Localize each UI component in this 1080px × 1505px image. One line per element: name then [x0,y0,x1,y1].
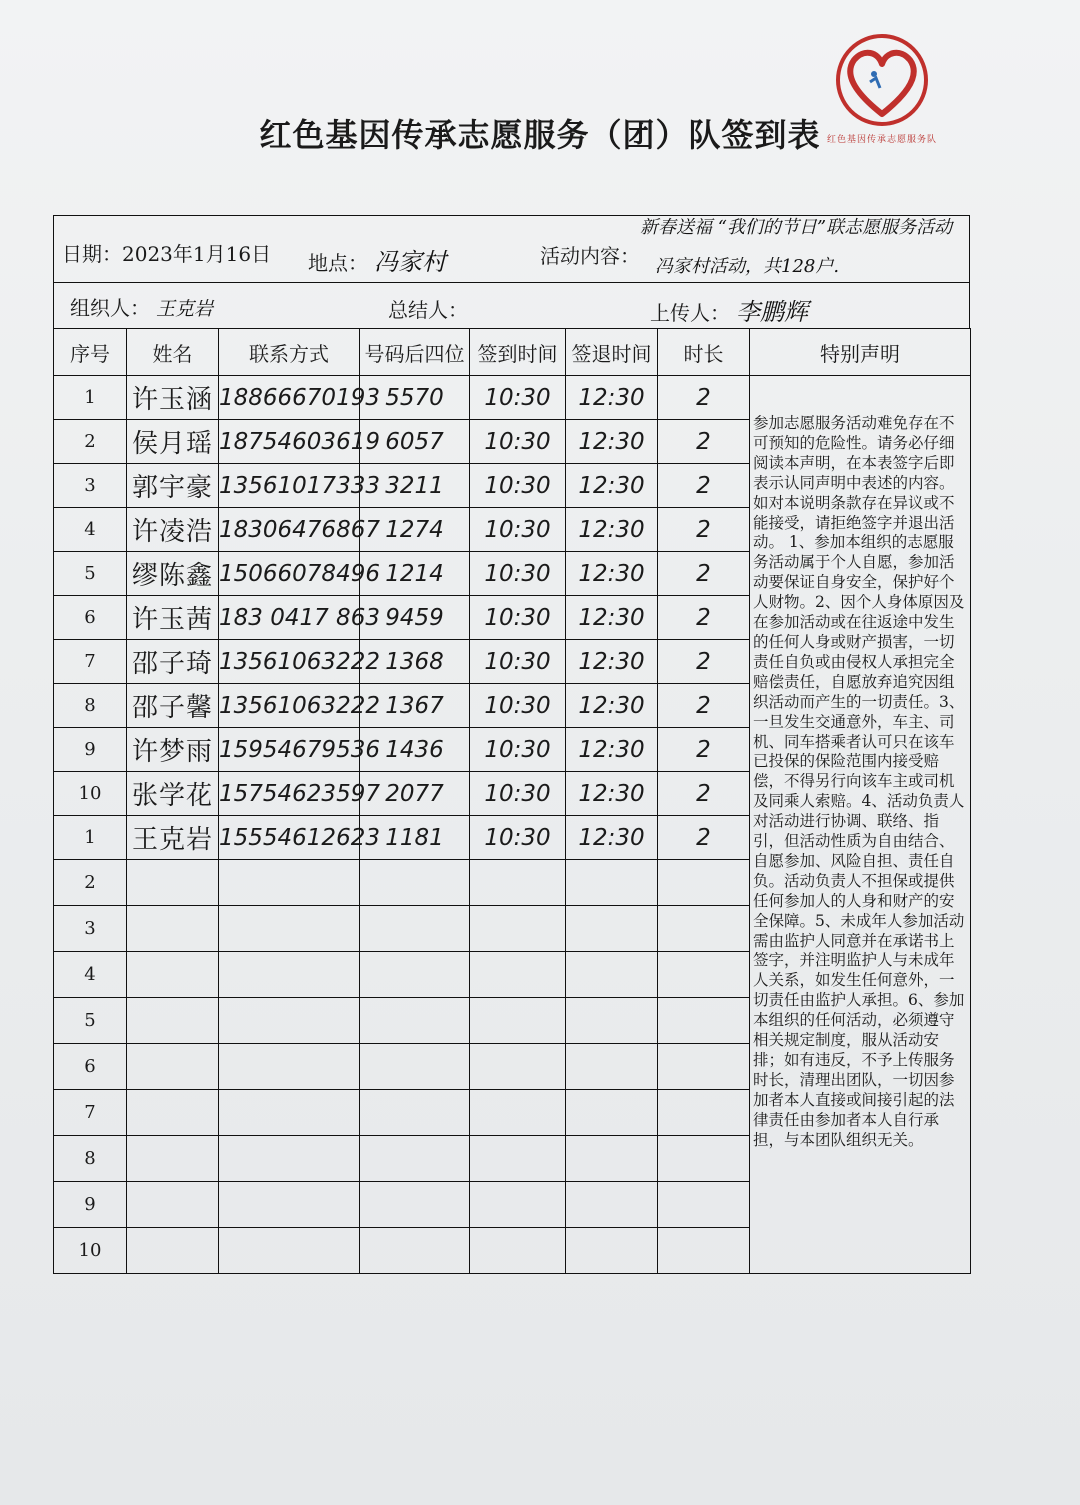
duration-hours: 2 [658,596,750,640]
sign-in-time: 10:30 [470,640,566,684]
row-no: 9 [54,728,127,772]
sign-out-time: 12:30 [566,420,658,464]
sign-out-time: 12:30 [566,640,658,684]
sign-in-time: 10:30 [470,772,566,816]
col-header-declaration: 特别声明 [750,329,971,376]
phone-number: 15554612623 [219,816,360,860]
row-no: 10 [54,772,127,816]
sign-out-time: 12:30 [566,552,658,596]
duration-hours: 2 [658,728,750,772]
col-header-hours: 时长 [658,329,750,376]
signer-name [127,952,219,998]
phone-number: 18306476867 [219,508,360,552]
col-header-sign-in: 签到时间 [470,329,566,376]
sign-out-time: 12:30 [566,684,658,728]
phone-last4: 1181 [360,816,470,860]
summarizer-label: 总结人： [388,298,468,322]
phone-number: 18754603619 [219,420,360,464]
sign-out-time [566,952,658,998]
sign-out-time [566,1228,658,1274]
row-no: 8 [54,1136,127,1182]
signer-name: 张学花 [127,772,219,816]
phone-number: 18866670193 [219,376,360,420]
sign-out-time [566,1090,658,1136]
signer-name [127,1136,219,1182]
phone-last4: 3211 [360,464,470,508]
duration-hours [658,1228,750,1274]
signer-name [127,860,219,906]
sign-in-time: 10:30 [470,684,566,728]
activity-label: 活动内容： [540,244,640,268]
page-title: 红色基因传承志愿服务（团）队签到表 [259,116,821,154]
sign-in-time [470,906,566,952]
phone-last4: 9459 [360,596,470,640]
sign-in-time [470,1228,566,1274]
sign-out-time [566,998,658,1044]
phone-last4 [360,1136,470,1182]
sign-in-time [470,1044,566,1090]
duration-hours: 2 [658,376,750,420]
phone-last4: 1274 [360,508,470,552]
phone-number [219,1090,360,1136]
col-header-no: 序号 [54,329,127,376]
duration-hours: 2 [658,640,750,684]
row-no: 2 [54,860,127,906]
phone-last4: 2077 [360,772,470,816]
phone-number: 13561063222 [219,640,360,684]
duration-hours [658,1182,750,1228]
row-no: 3 [54,464,127,508]
sign-out-time [566,1182,658,1228]
location-value: 冯家村 [374,248,446,276]
row-no: 9 [54,1182,127,1228]
phone-last4 [360,1044,470,1090]
col-header-sign-out: 签退时间 [566,329,658,376]
sign-out-time [566,1136,658,1182]
sign-out-time: 12:30 [566,728,658,772]
signer-name: 侯月瑶 [127,420,219,464]
phone-number [219,860,360,906]
uploader-field [650,292,808,327]
phone-number: 15754623597 [219,772,360,816]
duration-hours [658,1136,750,1182]
duration-hours: 2 [658,552,750,596]
sign-in-time: 10:30 [470,816,566,860]
signer-name [127,1090,219,1136]
phone-number: 13561063222 [219,684,360,728]
sign-in-time: 10:30 [470,728,566,772]
logo-caption: 红色基因传承志愿服务队 [826,135,937,145]
duration-hours: 2 [658,684,750,728]
sign-in-time [470,1136,566,1182]
row-no: 7 [54,640,127,684]
row-no: 4 [54,508,127,552]
phone-last4 [360,906,470,952]
signer-name: 许梦雨 [127,728,219,772]
signer-name: 王克岩 [127,816,219,860]
sign-out-time: 12:30 [566,464,658,508]
duration-hours: 2 [658,508,750,552]
phone-last4 [360,1182,470,1228]
phone-number: 15954679536 [219,728,360,772]
signer-name: 邵子琦 [127,640,219,684]
duration-hours [658,1044,750,1090]
phone-number [219,1182,360,1228]
uploader-label: 上传人： [650,301,730,325]
duration-hours [658,952,750,998]
row-no: 8 [54,684,127,728]
activity-value-line1: 新春送福 “我们的节日”联志愿服务活动 [640,217,953,238]
table-header-row [54,329,971,376]
table-row [54,376,971,420]
phone-number: 183 0417 863 [219,596,360,640]
row-no: 4 [54,952,127,998]
organizer-value: 王克岩 [156,298,214,320]
location-label: 地点： [308,251,368,275]
phone-number: 15066078496 [219,552,360,596]
signer-name: 许玉茜 [127,596,219,640]
phone-last4: 1436 [360,728,470,772]
signer-name: 许玉涵 [127,376,219,420]
activity-value-line2: 冯家村活动，共128户. [655,256,840,277]
signer-name: 郭宇豪 [127,464,219,508]
date-field: 日期：2023年1月16日 [62,242,272,266]
signer-name [127,998,219,1044]
signer-name: 缪陈鑫 [127,552,219,596]
phone-number: 13561017333 [219,464,360,508]
row-no: 10 [54,1228,127,1274]
duration-hours: 2 [658,464,750,508]
sign-out-time: 12:30 [566,376,658,420]
row-no: 7 [54,1090,127,1136]
signer-name [127,1228,219,1274]
phone-number [219,998,360,1044]
sign-in-time: 10:30 [470,596,566,640]
organizer-field [70,292,213,321]
sign-in-time [470,1090,566,1136]
signer-name: 邵子馨 [127,684,219,728]
signer-name [127,1044,219,1090]
duration-hours [658,906,750,952]
sign-in-time: 10:30 [470,508,566,552]
row-no: 2 [54,420,127,464]
duration-hours: 2 [658,772,750,816]
phone-last4 [360,1228,470,1274]
row-no: 5 [54,552,127,596]
phone-number [219,906,360,952]
phone-last4: 1367 [360,684,470,728]
phone-last4: 5570 [360,376,470,420]
special-declaration: 参加志愿服务活动难免存在不可预知的危险性。请务必仔细阅读本声明，在本表签字后即表示认同声明中表述的内容。如对本说明条款存在异议或不能接受，请拒绝签字并退出活动。 1、参加本组织的志愿服务活动属于个人自愿，参加活动要保证自身安全，保护好个人财物。2、因个人身体原因及在参加活动或在往返途中发生的任何人身或财产损害，一切责任自负或由侵权人承担完全赔偿责任，自愿放弃追究因组织活动而产生的一切责任。3、一旦发生交通意外，车主、司机、同车搭乘者认可只在该车已投保的保险范围内接受赔偿，不得另行向该车主或司机及同乘人索赔。4、活动负责人对活动进行协调、联络、指引，但活动性质为自由结合、自愿参加、风险自担、责任自负。活动负责人不担保或提供任何参加人的人身和财产的安全保障。5、未成年人参加活动需由监护人同意并在承诺书上签字，并注明监护人与未成年人关系，如发生任何意外，一切责任由监护人承担。6、参加本组织的任何活动，必须遵守相关规定制度，服从活动安排；如有违反，不予上传服务时长，清理出团队，一切因参加者本人直接或间接引起的法律责任由参加者本人自行承担，与本团队组织无关。 [750,376,971,1274]
row-no: 6 [54,596,127,640]
phone-last4 [360,998,470,1044]
sign-in-time: 10:30 [470,464,566,508]
phone-last4 [360,860,470,906]
sign-out-time: 12:30 [566,772,658,816]
summarizer-field [388,294,474,323]
phone-last4 [360,1090,470,1136]
signer-name [127,1182,219,1228]
phone-last4: 1214 [360,552,470,596]
col-header-phone: 联系方式 [219,329,360,376]
sign-in-time [470,1182,566,1228]
duration-hours [658,1090,750,1136]
row-no: 1 [54,376,127,420]
sign-in-time [470,998,566,1044]
phone-number [219,1136,360,1182]
col-header-last4: 号码后四位 [360,329,470,376]
sign-out-time: 12:30 [566,816,658,860]
phone-last4: 6057 [360,420,470,464]
phone-number [219,1044,360,1090]
phone-number [219,952,360,998]
location-field [308,242,446,277]
sign-out-time [566,860,658,906]
duration-hours [658,998,750,1044]
phone-last4: 1368 [360,640,470,684]
row-no: 5 [54,998,127,1044]
uploader-value: 李鹏辉 [736,298,808,326]
sign-in-time [470,860,566,906]
duration-hours [658,860,750,906]
sign-out-time: 12:30 [566,596,658,640]
row-no: 6 [54,1044,127,1090]
duration-hours: 2 [658,816,750,860]
col-header-name: 姓名 [127,329,219,376]
organizer-label: 组织人： [70,296,150,320]
phone-last4 [360,952,470,998]
sign-in-time: 10:30 [470,420,566,464]
sign-in-table [53,328,971,1274]
row-no: 3 [54,906,127,952]
sign-in-time: 10:30 [470,376,566,420]
row-no: 1 [54,816,127,860]
sign-in-time: 10:30 [470,552,566,596]
sign-in-time [470,952,566,998]
sign-out-time [566,906,658,952]
header-divider [54,282,969,283]
phone-number [219,1228,360,1274]
signer-name [127,906,219,952]
sign-out-time [566,1044,658,1090]
sign-out-time: 12:30 [566,508,658,552]
duration-hours: 2 [658,420,750,464]
signer-name: 许凌浩 [127,508,219,552]
